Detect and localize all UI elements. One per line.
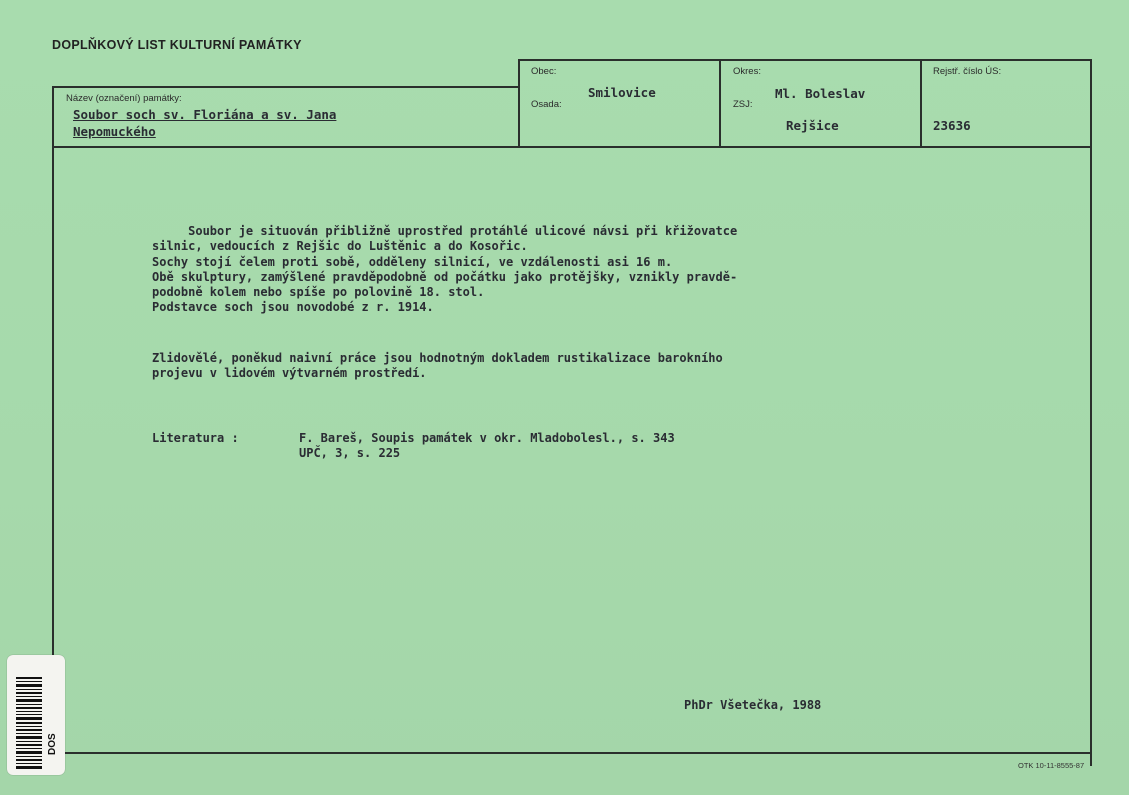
literatura-item-1: F. Bareš, Soupis památek v okr. Mladobolesl., s. 343 <box>299 431 675 445</box>
label-zsj: ZSJ: <box>733 99 753 110</box>
value-zsj: Rejšice <box>786 118 839 133</box>
value-obec: Smilovice <box>588 85 656 100</box>
frame-bottom-line <box>52 752 1092 754</box>
barcode-icon <box>16 677 42 769</box>
form-heading: DOPLŇKOVÝ LIST KULTURNÍ PAMÁTKY <box>52 38 302 52</box>
barcode-sticker <box>7 655 65 775</box>
literatura-label: Literatura : <box>152 431 239 445</box>
divider-okres <box>719 59 721 148</box>
divider-obec <box>518 59 520 148</box>
description-paragraph-1: Soubor je situován přibližně uprostřed protáhlé ulicové návsi při křižovatce silnic, vedoucích z Rejšic do Luštěnic a do Kosořic. Sochy stojí čelem proti sobě, odděleny silnicí, ve vzdálenosti asi 16 m. Obě skulptury, zamýšlené pravděpodobně od počátku jako protějšky, vznikly pravdě- podobně kolem nebo spíše po polovině 18. stol. Podstavce soch jsou novodobé z r. 1914. <box>152 224 738 315</box>
value-okres: Ml. Boleslav <box>775 86 866 101</box>
header-bottom-line <box>52 146 1092 148</box>
header-top-line <box>518 59 1092 61</box>
divider-rejstr <box>920 59 922 148</box>
label-okres: Okres: <box>733 66 761 77</box>
signature: PhDr Všetečka, 1988 <box>684 698 822 712</box>
sticker-label: DOS <box>47 733 58 755</box>
literatura-item-2: UPČ, 3, s. 225 <box>299 446 401 460</box>
label-nazev: Název (označení) památky: <box>66 93 182 104</box>
description-paragraph-2: Zlidovělé, poněkud naivní práce jsou hodnotným dokladem rustikalizace barokního projevu v lidovém výtvarném prostředí. <box>152 351 723 381</box>
form-code: OTK 10-11-8555-87 <box>1018 761 1085 770</box>
label-obec: Obec: <box>531 66 557 77</box>
label-osada: Osada: <box>531 99 562 110</box>
label-rejstr: Rejstř. číslo ÚS: <box>933 66 1002 77</box>
frame-right-line <box>1090 59 1092 766</box>
nazev-line-2: Nepomuckého <box>73 124 156 139</box>
nazev-line-1: Soubor soch sv. Floriána a sv. Jana <box>73 107 337 122</box>
name-top-line <box>52 86 520 88</box>
value-rejstr: 23636 <box>933 118 971 133</box>
value-nazev <box>73 106 433 140</box>
